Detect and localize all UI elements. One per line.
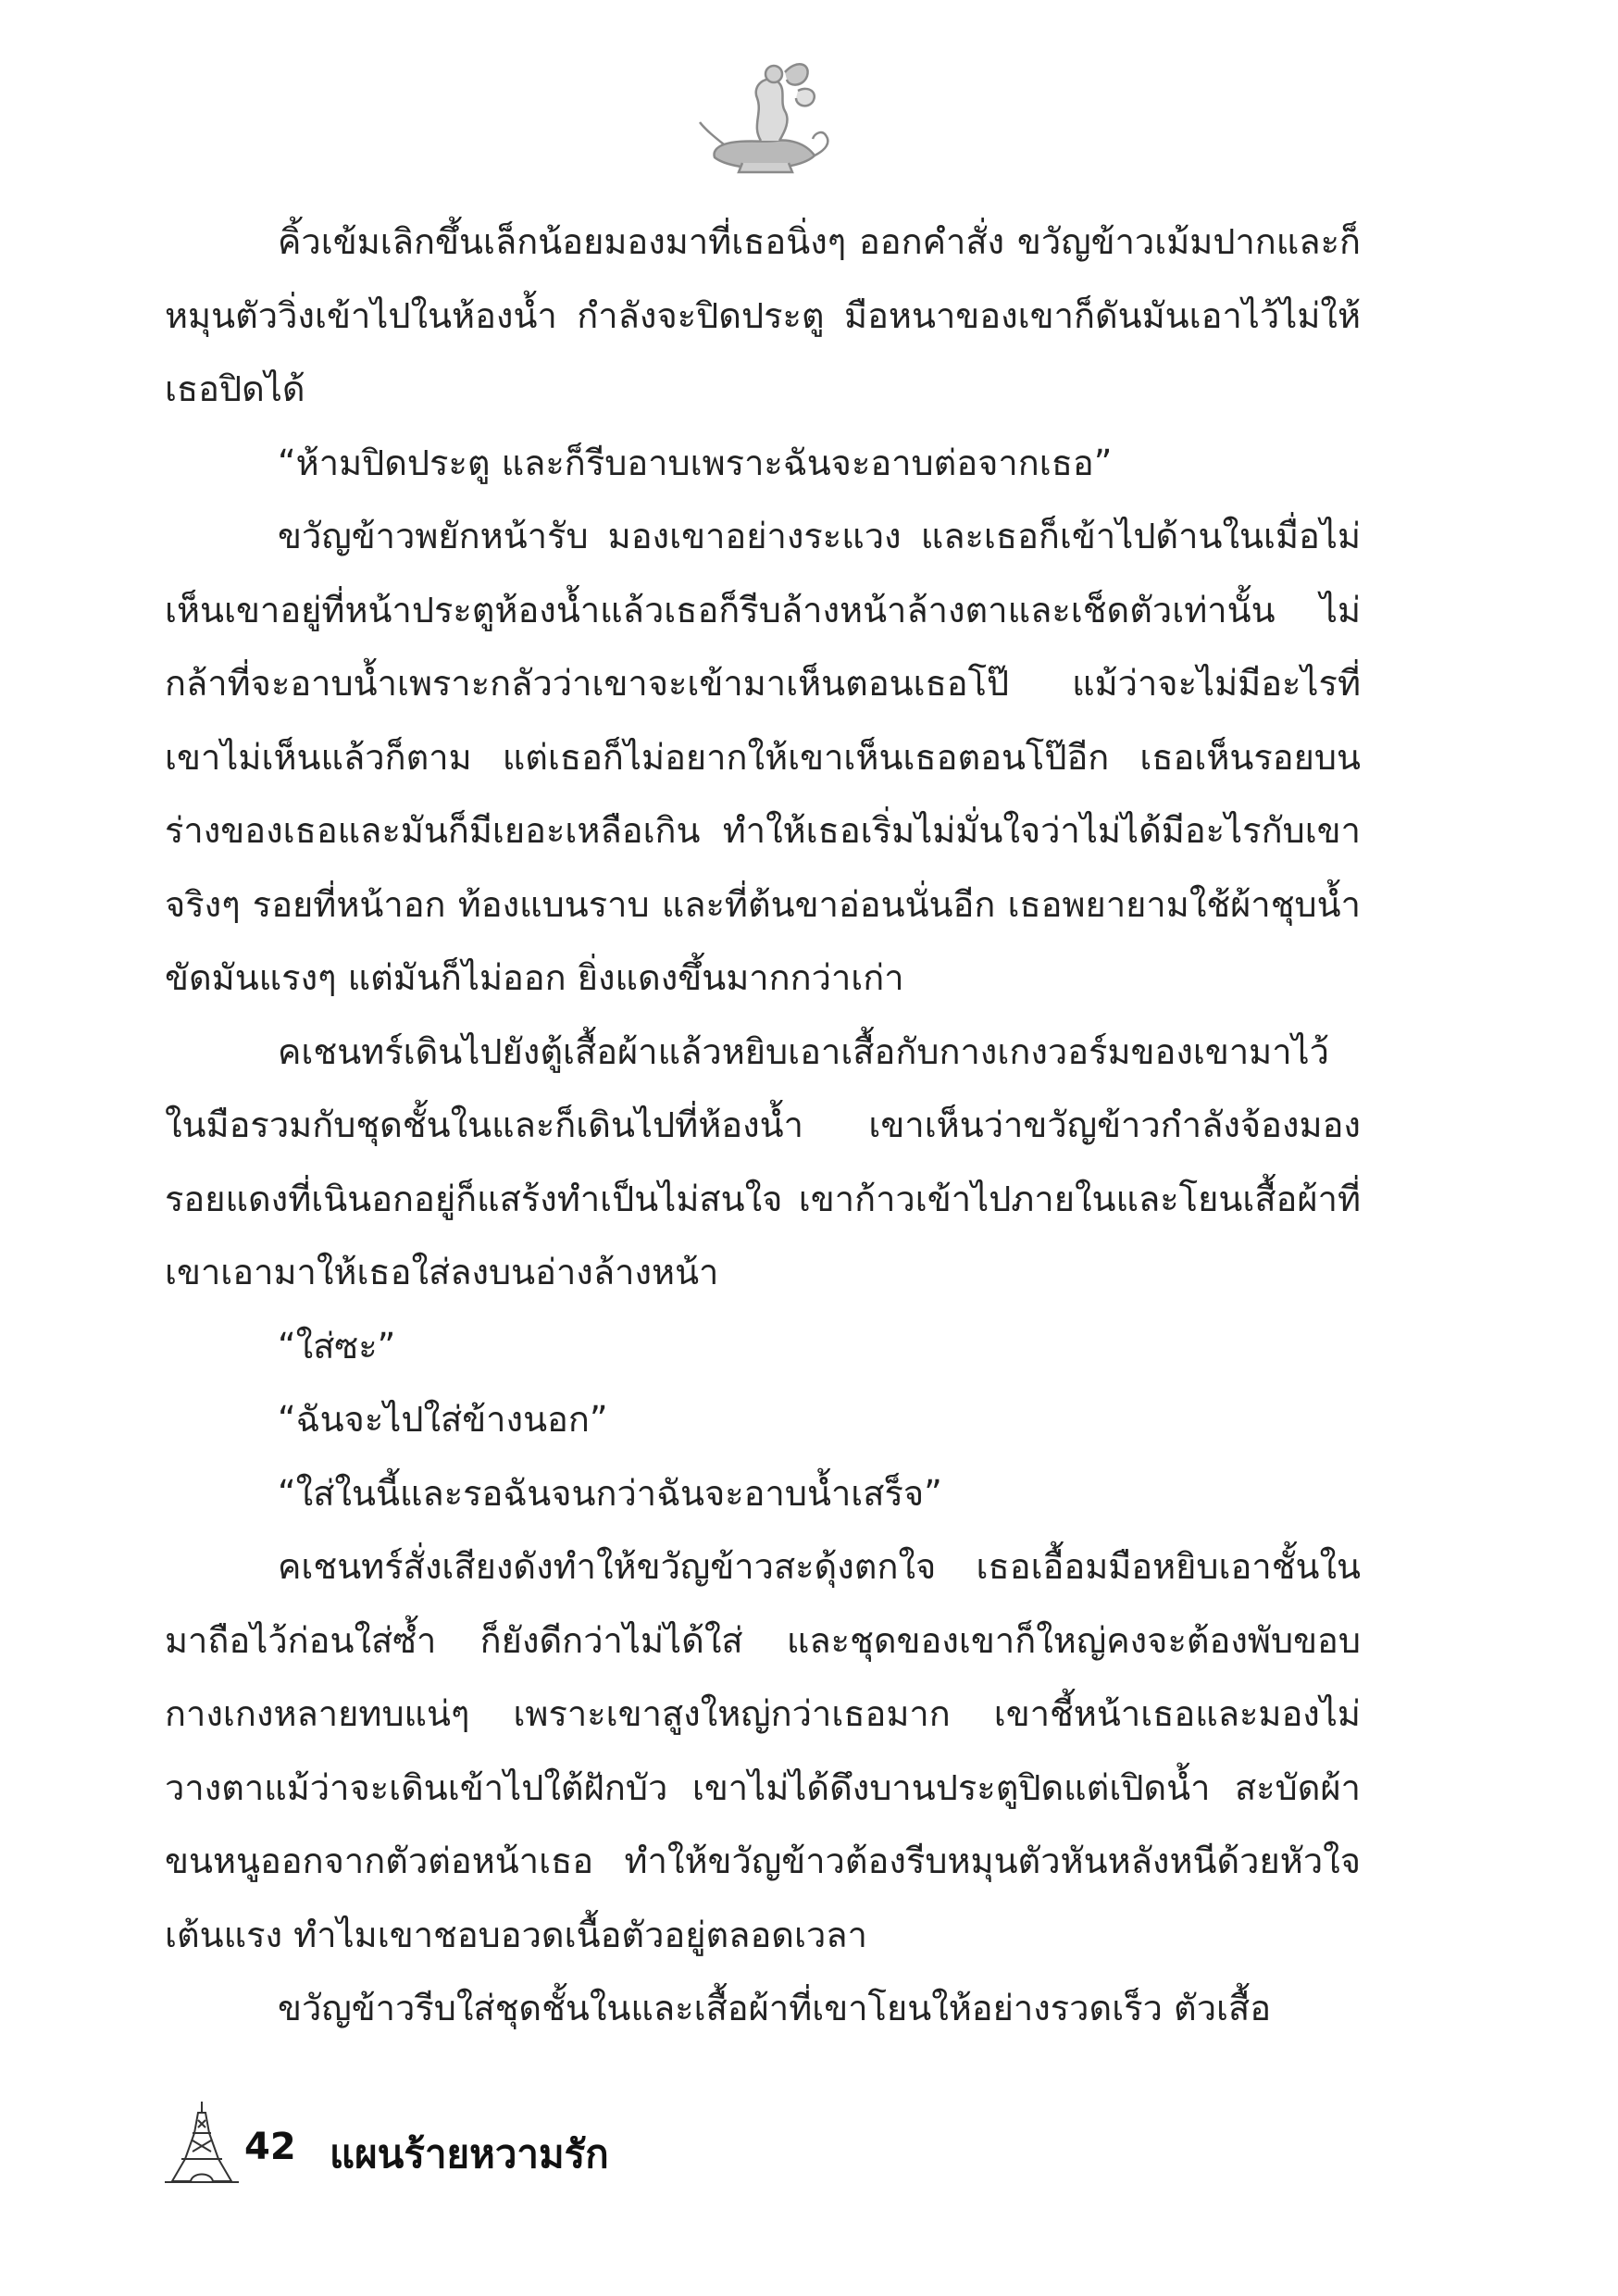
paragraph: “ใส่ซะ”	[278, 1325, 396, 1366]
paragraph: ขวัญข้าวรีบใส่ชุดชั้นในและเสื้อผ้าที่เขาโยนให้อย่างรวดเร็ว ตัวเสื้อ	[278, 1988, 1272, 2028]
body-text	[165, 206, 1361, 2046]
paragraph: ขวัญข้าวพยักหน้ารับ มองเขาอย่างระแวง และเธอก็เข้าไปด้านในเมื่อไม่เห็นเขาอยู่ที่หน้าประตูห้องน้ำแล้วเธอก็รีบล้างหน้าล้างตาและเช็ดตัวเท่านั้น ไม่กล้าที่จะอาบน้ำเพราะกลัวว่าเขาจะเข้ามาเห็นตอนเธอโป๊ แม้ว่าจะไม่มีอะไรที่เขาไม่เห็นแล้วก็ตาม แต่เธอก็ไม่อยากให้เขาเห็นเธอตอนโป๊อีก เธอเห็นรอยบนร่างของเธอและมันก็มีเยอะเหลือเกิน ทำให้เธอเริ่มไม่มั่นใจว่าไม่ได้มีอะไรกับเขาจริงๆ รอยที่หน้าอก ท้องแบนราบ และที่ต้นขาอ่อนนั่นอีก เธอพยายามใช้ผ้าชุบน้ำขัดมันแรงๆ แต่มันก็ไม่ออก ยิ่งแดงขึ้นมากกว่าเก่า	[165, 516, 1361, 998]
paragraph: “ห้ามปิดประตู และก็รีบอาบเพราะฉันจะอาบต่อจากเธอ”	[278, 442, 1113, 483]
page-number: 42	[244, 2126, 296, 2168]
paragraph: คเชนทร์สั่งเสียงดังทำให้ขวัญข้าวสะดุ้งตกใจ เธอเอื้อมมือหยิบเอาชั้นในมาถือไว้ก่อนใส่ซ้ำ ก็ยังดีกว่าไม่ได้ใส่ และชุดของเขาก็ใหญ่คงจะต้องพับขอบกางเกงหลายทบแน่ๆ เพราะเขาสูงใหญ่กว่าเธอมาก เขาชี้หน้าเธอและมองไม่วางตาแม้ว่าจะเดินเข้าไปใต้ฝักบัว เขาไม่ได้ดึงบานประตูปิดแต่เปิดน้ำ สะบัดผ้าขนหนูออกจากตัวต่อหน้าเธอ ทำให้ขวัญข้าวต้องรีบหมุนตัวหันหลังหนีด้วยหัวใจเต้นแรง ทำไมเขาชอบอวดเนื้อตัวอยู่ตลอดเวลา	[165, 1546, 1361, 1955]
paragraph: คิ้วเข้มเลิกขึ้นเล็กน้อยมองมาที่เธอนิ่งๆ ออกคำสั่ง ขวัญข้าวเม้มปากและก็หมุนตัววิ่งเข้าไปในห้องน้ำ กำลังจะปิดประตู มือหนาของเขาก็ดันมันเอาไว้ไม่ให้เธอปิดได้	[165, 221, 1361, 409]
genie-lamp-icon	[696, 54, 835, 179]
book-title: แผนร้ายหวามรัก	[330, 2131, 609, 2177]
eiffel-tower-icon	[165, 2100, 239, 2183]
paragraph: “ใส่ในนี้และรอฉันจนกว่าฉันจะอาบน้ำเสร็จ”	[278, 1472, 942, 1514]
paragraph: “ฉันจะไปใส่ข้างนอก”	[278, 1399, 608, 1440]
page-footer	[165, 2100, 813, 2183]
paragraph: คเชนทร์เดินไปยังตู้เสื้อผ้าแล้วหยิบเอาเสื้อกับกางเกงวอร์มของเขามาไว้ในมือรวมกับชุดชั้นในและก็เดินไปที่ห้องน้ำ เขาเห็นว่าขวัญข้าวกำลังจ้องมองรอยแดงที่เนินอกอยู่ก็แสร้งทำเป็นไม่สนใจ เขาก้าวเข้าไปภายในและโยนเสื้อผ้าที่เขาเอามาให้เธอใส่ลงบนอ่างล้างหน้า	[165, 1030, 1361, 1292]
